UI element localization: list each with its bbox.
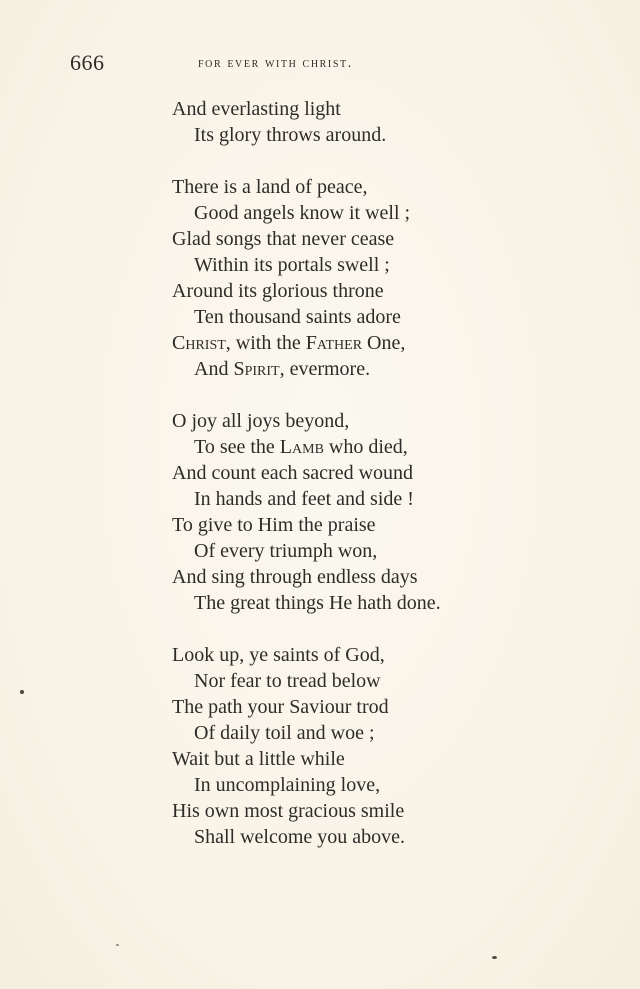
poem-line: Its glory throws around. xyxy=(194,124,387,146)
ink-speck xyxy=(116,944,119,946)
small-caps-word: Father xyxy=(305,332,363,354)
poem-line: The great things He hath done. xyxy=(194,592,441,614)
poem-line: To give to Him the praise xyxy=(172,514,376,536)
poem-line: There is a land of peace, xyxy=(172,176,368,198)
poem-line: And sing through endless days xyxy=(172,566,418,588)
poem-line: Nor fear to tread below xyxy=(194,670,381,692)
poem-line: In hands and feet and side ! xyxy=(194,488,414,510)
line-segment: , with the xyxy=(225,332,306,354)
line-segment: And xyxy=(194,358,234,380)
poem-line: And count each sacred wound xyxy=(172,462,414,484)
line-segment: who died, xyxy=(323,436,408,458)
poem-line: And everlasting light xyxy=(172,98,341,120)
stanza xyxy=(172,642,552,850)
ink-speck xyxy=(20,690,24,694)
page-number: 666 xyxy=(70,50,105,75)
poem-line: Of every triumph won, xyxy=(194,540,378,562)
line-segment: , evermore. xyxy=(279,358,371,380)
poem-line: Look up, ye saints of God, xyxy=(172,644,385,666)
poem-line: The path your Saviour trod xyxy=(172,696,389,718)
poem-line: Ten thousand saints adore xyxy=(194,306,401,328)
poem-line xyxy=(172,330,552,356)
poem-line: Shall welcome you above. xyxy=(194,826,406,848)
line-segment: To see the xyxy=(194,436,280,458)
poem-line: Glad songs that never cease xyxy=(172,228,395,250)
poem-line: Wait but a little while xyxy=(172,748,345,770)
poem-line: Of daily toil and woe ; xyxy=(194,722,375,744)
small-caps-word: Lamb xyxy=(279,436,324,458)
line-segment: One, xyxy=(362,332,406,354)
poem-line: His own most gracious smile xyxy=(172,800,405,822)
small-caps-word: Christ xyxy=(172,332,226,354)
poem-line xyxy=(172,356,552,382)
poem-line: Good angels know it well ; xyxy=(194,202,411,224)
poem-line: O joy all joys beyond, xyxy=(172,410,350,432)
stanza xyxy=(172,174,552,382)
poem-line: Within its portals swell ; xyxy=(194,254,390,276)
small-caps-word: Spirit xyxy=(233,358,280,380)
stanza xyxy=(172,96,552,148)
poem-line: Around its glorious throne xyxy=(172,280,384,302)
poem-line: In uncomplaining love, xyxy=(194,774,381,796)
stanza xyxy=(172,408,552,616)
page-header xyxy=(70,50,570,80)
poem-line xyxy=(172,434,552,460)
running-head: for ever with christ. xyxy=(198,56,353,71)
ink-speck xyxy=(492,956,497,959)
poem-body xyxy=(172,96,552,876)
